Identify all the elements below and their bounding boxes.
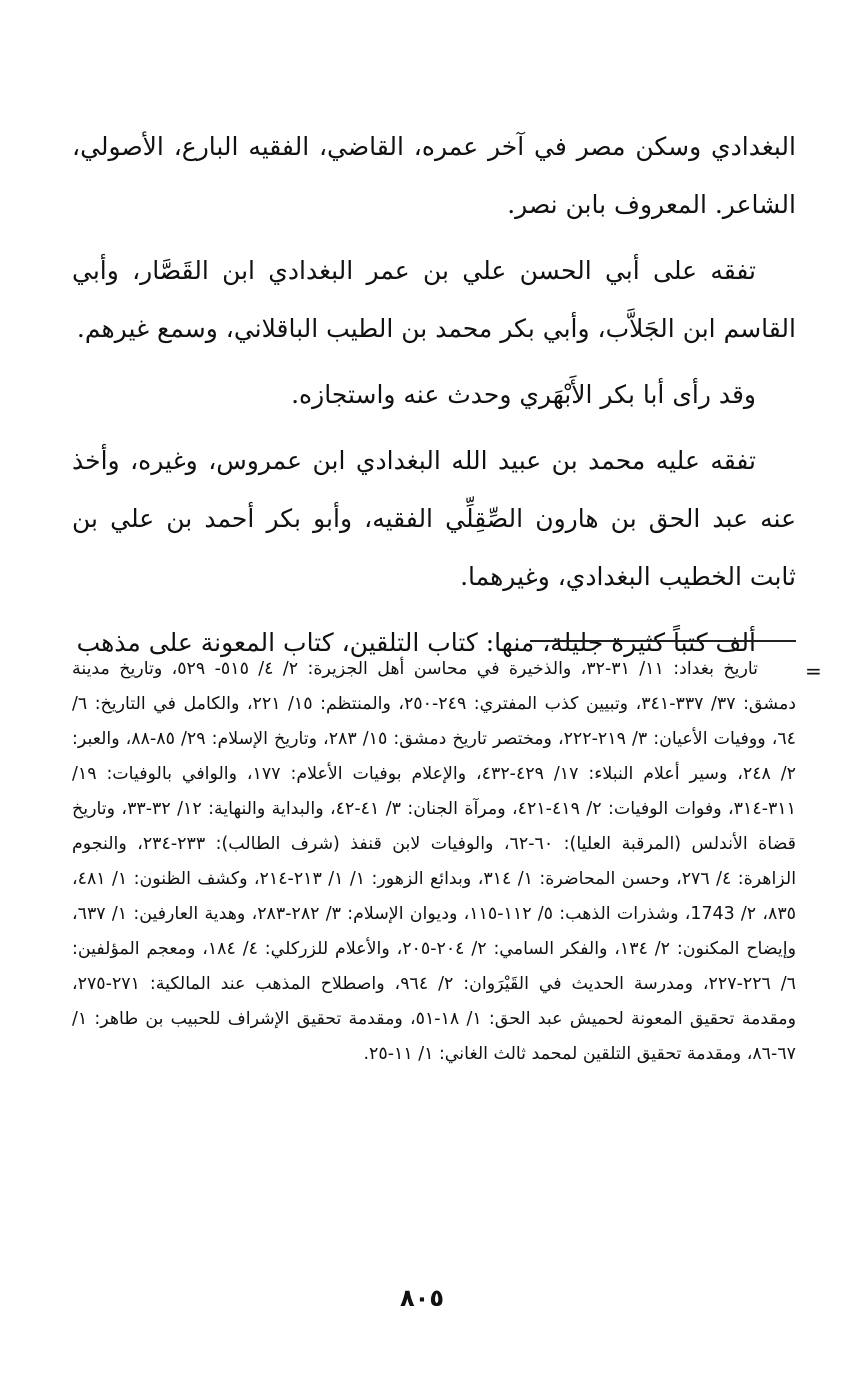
main-text	[72, 118, 796, 680]
footnotes	[72, 652, 796, 1072]
paragraph-2: تفقه على أبي الحسن علي بن عمر البغدادي ابن القَصَّار، وأبي القاسم ابن الجَلاَّب، وأبي بكر محمد بن الطيب الباقلاني، وسمع غيرهم.	[72, 256, 796, 343]
paragraph-4: تفقه عليه محمد بن عبيد الله البغدادي ابن عمروس، وغيره، وأخذ عنه عبد الحق بن هارون الصِّقِلِّي الفقيه، وأبو بكر أحمد بن علي بن ثابت الخطيب البغدادي، وغيرهما.	[72, 446, 796, 591]
paragraph-5: ألف كتباً كثيرة جليلة، منها: كتاب التلقين، كتاب المعونة على مذهب	[76, 628, 756, 657]
paragraph-3: وقد رأى أبا بكر الأَبْهَري وحدث عنه واستجازه.	[291, 380, 756, 409]
page-number: ٨٠٥	[400, 1284, 444, 1312]
paragraph-1: البغدادي وسكن مصر في آخر عمره، القاضي، الفقيه البارع، الأصولي، الشاعر. المعروف بابن نصر.	[72, 132, 796, 219]
footnote-separator	[530, 640, 796, 642]
footnote-continuation-marker: =	[805, 659, 822, 683]
footnote-text: تاريخ بغداد: ١١/ ٣١-٣٢، والذخيرة في محاسن أهل الجزيرة: ٢/ ٤/ ٥١٥- ٥٢٩، وتاريخ مدينة دمشق: ٣٧/ ٣٣٧-٣٤١، وتبيين كذب المفتري: ٢٤٩-٢٥٠، والمنتظم: ١٥/ ٢٢١، والكامل في التاريخ: ٦/ ٦٤، ووفيات الأعيان: ٣/ ٢١٩-٢٢٢، ومختصر تاريخ دمشق: ١٥/ ٢٨٣، وتاريخ الإسلام: ٢٩/ ٨٥-٨٨، والعبر: ٢/ ٢٤٨، وسير أعلام النبلاء: ١٧/ ٤٢٩-٤٣٢، والإعلام بوفيات الأعلام: ١٧٧، والوافي بالوفيات: ١٩/ ٣١١-٣١٤، وفوات الوفيات: ٢/ ٤١٩-٤٢١، ومرآة الجنان: ٣/ ٤١-٤٢، والبداية والنهاية: ١٢/ ٣٢-٣٣، وتاريخ قضاة الأندلس (المرقبة العليا): ٦٠-٦٢، والوفيات لابن قنفذ (شرف الطالب): ٢٣٣-٢٣٤، والنجوم الزاهرة: ٤/ ٢٧٦، وحسن المحاضرة: ١/ ٣١٤، وبدائع الزهور: ١/ ١/ ٢١٣-٢١٤، وكشف الظنون: ١/ ٤٨١، ٨٣٥، ٢/ 1743، وشذرات الذهب: ٥/ ١١٢-١١٥، وديوان الإسلام: ٣/ ٢٨٢-٢٨٣، وهدية العارفين: ١/ ٦٣٧، وإيضاح المكنون: ٢/ ١٣٤، والفكر السامي: ٢/ ٢٠٤-٢٠٥، والأعلام للزركلي: ٤/ ١٨٤، ومعجم المؤلفين: ٦/ ٢٢٦-٢٢٧، ومدرسة الحديث في القَيْرَوان: ٢/ ٩٦٤، واصطلاح المذهب عند المالكية: ٢٧١-٢٧٥، ومقدمة تحقيق المعونة لحميش عبد الحق: ١/ ١٨-٥١، ومقدمة تحقيق الإشراف للحبيب بن طاهر: ١/ ٦٧-٨٦، ومقدمة تحقيق التلقين لمحمد ثالث الغاني: ١/ ١١-٢٥.	[72, 659, 797, 1064]
